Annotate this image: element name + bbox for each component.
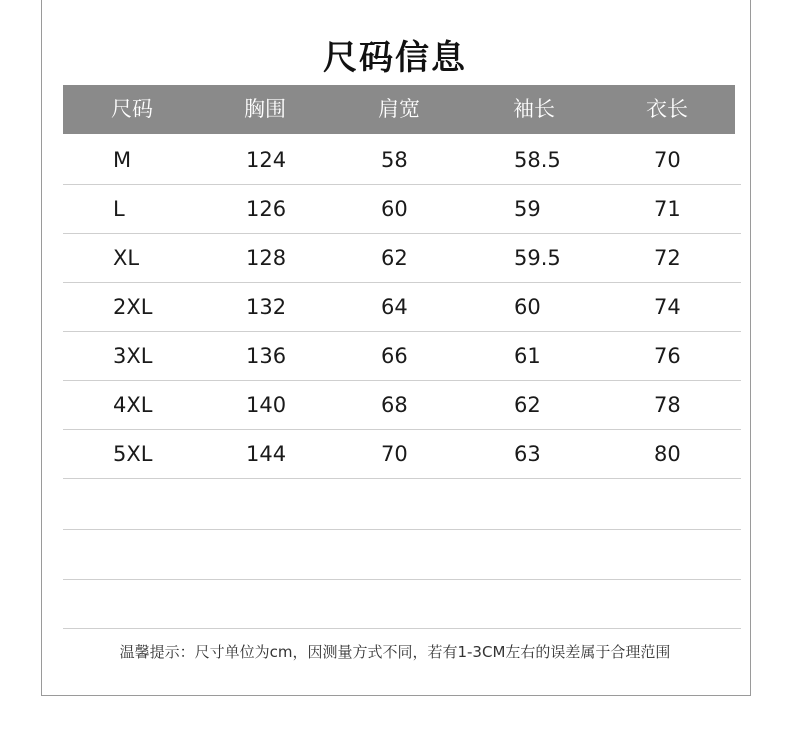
cell-length: 76 (654, 344, 681, 368)
cell-chest: 144 (246, 442, 287, 466)
header-shoulder: 肩宽 (378, 97, 420, 121)
cell-sleeve: 58.5 (514, 148, 561, 172)
table-row (63, 283, 741, 332)
cell-shoulder: 66 (381, 344, 408, 368)
cell-size: 5XL (113, 442, 153, 466)
cell-size: M (113, 148, 132, 172)
cell-length: 72 (654, 246, 681, 270)
cell-chest: 124 (246, 148, 287, 172)
table-row (63, 234, 741, 283)
cell-shoulder: 62 (381, 246, 408, 270)
cell-shoulder: 64 (381, 295, 408, 319)
header-chest: 胸围 (244, 97, 286, 121)
empty-row-divider (63, 627, 741, 629)
cell-size: L (113, 197, 125, 221)
cell-chest: 140 (246, 393, 287, 417)
cell-sleeve: 62 (514, 393, 541, 417)
header-size: 尺码 (111, 97, 153, 121)
cell-shoulder: 70 (381, 442, 408, 466)
cell-shoulder: 68 (381, 393, 408, 417)
cell-size: 4XL (113, 393, 153, 417)
cell-chest: 128 (246, 246, 287, 270)
empty-row-divider (63, 578, 741, 580)
cell-sleeve: 61 (514, 344, 541, 368)
cell-length: 71 (654, 197, 681, 221)
cell-size: 2XL (113, 295, 153, 319)
size-note: 温馨提示：尺寸单位为cm，因测量方式不同，若有1-3CM左右的误差属于合理范围 (119, 643, 671, 661)
cell-sleeve: 59 (514, 197, 541, 221)
cell-shoulder: 58 (381, 148, 408, 172)
page-title: 尺码信息 (323, 38, 467, 78)
table-row (63, 381, 741, 430)
cell-length: 80 (654, 442, 681, 466)
table-row (63, 430, 741, 479)
cell-sleeve: 63 (514, 442, 541, 466)
cell-sleeve: 59.5 (514, 246, 561, 270)
cell-chest: 132 (246, 295, 287, 319)
table-row (63, 136, 741, 185)
table-row (63, 332, 741, 381)
header-sleeve: 袖长 (513, 97, 555, 121)
cell-length: 70 (654, 148, 681, 172)
cell-length: 74 (654, 295, 681, 319)
cell-chest: 126 (246, 197, 287, 221)
cell-chest: 136 (246, 344, 287, 368)
cell-size: XL (113, 246, 140, 270)
cell-length: 78 (654, 393, 681, 417)
cell-sleeve: 60 (514, 295, 541, 319)
cell-size: 3XL (113, 344, 153, 368)
table-row (63, 185, 741, 234)
empty-row-divider (63, 528, 741, 530)
cell-shoulder: 60 (381, 197, 408, 221)
table-header (63, 85, 735, 134)
header-length: 衣长 (646, 97, 688, 121)
